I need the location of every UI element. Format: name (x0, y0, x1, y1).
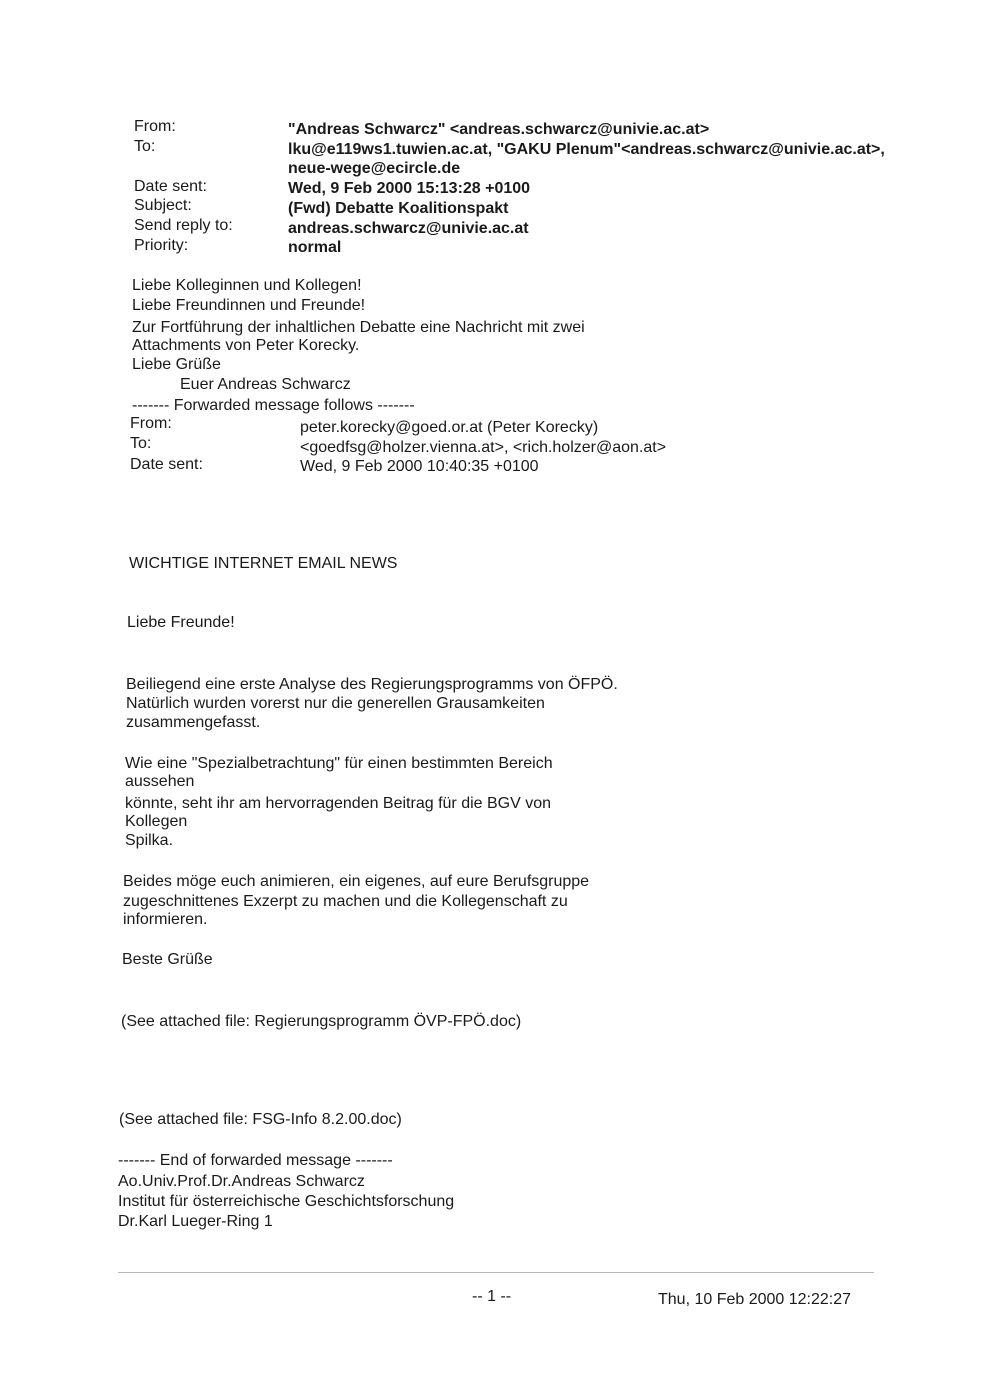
intro-line-4: Attachments von Peter Korecky. (132, 337, 360, 354)
paragraph-1-line-1: Beiliegend eine erste Analyse des Regierungsprogramms von ÖFPÖ. (126, 676, 618, 693)
signature-line-2: Institut für österreichische Geschichtsforschung (118, 1193, 455, 1210)
paragraph-1-line-3: zusammengefasst. (126, 714, 261, 731)
header-priority-value: normal (288, 239, 342, 256)
closing: Beste Grüße (122, 951, 213, 968)
header-subject-value: (Fwd) Debatte Koalitionspakt (288, 200, 509, 217)
header-from-value: "Andreas Schwarcz" <andreas.schwarcz@univie.ac.at> (288, 121, 710, 138)
paragraph-2-line-5: Spilka. (125, 832, 174, 849)
header-to-label: To: (134, 138, 156, 155)
paragraph-3-line-1: Beides möge euch animieren, ein eigenes, auf eure Berufsgruppe (123, 873, 590, 890)
signature-line-3: Dr.Karl Lueger-Ring 1 (118, 1213, 273, 1230)
greeting: Liebe Freunde! (127, 614, 235, 631)
paragraph-2-line-4: Kollegen (125, 813, 188, 830)
header-date-label: Date sent: (134, 178, 207, 195)
header-from-label: From: (134, 118, 176, 135)
intro-line-2: Liebe Freundinnen und Freunde! (132, 297, 366, 314)
paragraph-3-line-2: zugeschnittenes Exzerpt zu machen und die Kollegenschaft zu (123, 893, 568, 910)
fwd-from-value: peter.korecky@goed.or.at (Peter Korecky) (300, 419, 599, 436)
fwd-from-label: From: (130, 415, 172, 432)
header-date-value: Wed, 9 Feb 2000 15:13:28 +0100 (288, 180, 531, 197)
paragraph-2-line-2: aussehen (125, 773, 195, 790)
header-reply-label: Send reply to: (134, 217, 233, 234)
header-subject-label: Subject: (134, 197, 192, 214)
header-reply-value: andreas.schwarcz@univie.ac.at (288, 220, 529, 237)
signature-line-1: Ao.Univ.Prof.Dr.Andreas Schwarcz (118, 1173, 365, 1190)
paragraph-2-line-1: Wie eine "Spezialbetrachtung" für einen bestimmten Bereich (125, 755, 553, 772)
attachment-2: (See attached file: FSG-Info 8.2.00.doc) (119, 1111, 402, 1128)
footer-timestamp: Thu, 10 Feb 2000 12:22:27 (658, 1291, 852, 1308)
fwd-to-value: <goedfsg@holzer.vienna.at>, <rich.holzer@aon.at> (300, 439, 667, 456)
paragraph-3-line-3: informieren. (123, 911, 208, 928)
headline: WICHTIGE INTERNET EMAIL NEWS (129, 555, 398, 572)
end-forward-marker: ------- End of forwarded message ------- (118, 1152, 393, 1169)
header-to-value-line2: neue-wege@ecircle.de (288, 160, 461, 177)
forward-marker: ------- Forwarded message follows ------- (132, 397, 415, 414)
paragraph-2-line-3: könnte, seht ihr am hervorragenden Beitrag für die BGV von (125, 795, 552, 812)
intro-line-3: Zur Fortführung der inhaltlichen Debatte eine Nachricht mit zwei (132, 319, 585, 336)
page-number: -- 1 -- (472, 1288, 512, 1305)
intro-line-1: Liebe Kolleginnen und Kollegen! (132, 277, 362, 294)
fwd-date-value: Wed, 9 Feb 2000 10:40:35 +0100 (300, 458, 539, 475)
intro-line-5: Liebe Grüße (132, 356, 221, 373)
paragraph-1-line-2: Natürlich wurden vorerst nur die generellen Grausamkeiten (126, 695, 545, 712)
fwd-to-label: To: (130, 435, 152, 452)
header-to-value-line1: lku@e119ws1.tuwien.ac.at, "GAKU Plenum"<andreas.schwarcz@univie.ac.at>, (288, 141, 885, 158)
footer-divider (118, 1272, 874, 1273)
fwd-date-label: Date sent: (130, 456, 203, 473)
header-priority-label: Priority: (134, 237, 189, 254)
attachment-1: (See attached file: Regierungsprogramm ÖVP-FPÖ.doc) (121, 1013, 522, 1030)
intro-line-6: Euer Andreas Schwarcz (180, 376, 351, 393)
